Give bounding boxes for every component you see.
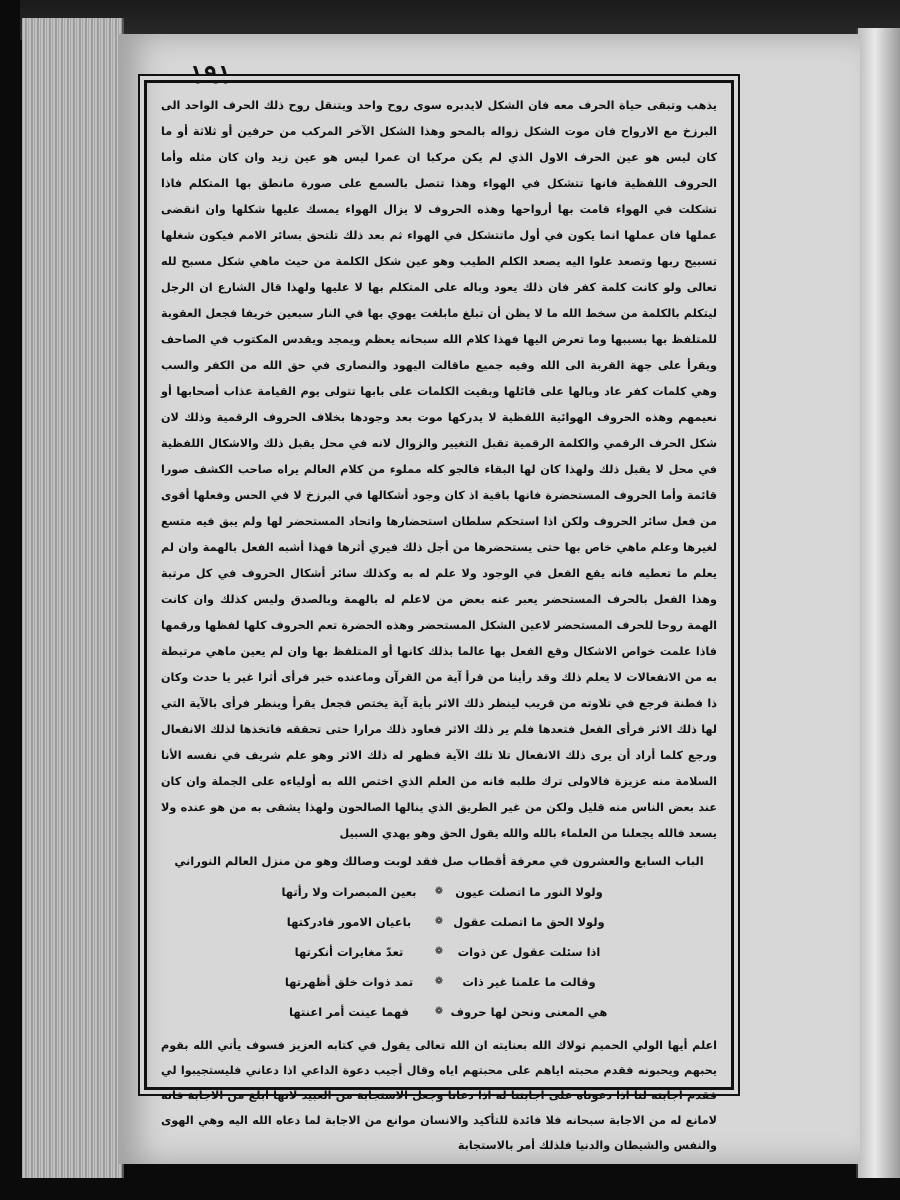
poem-verse — [161, 937, 717, 967]
verse-second-hemistich: باعيان الامور فادركتها — [286, 915, 412, 929]
poem — [161, 877, 717, 1027]
poem-verse — [161, 907, 717, 937]
page-stack-edge — [22, 18, 124, 1178]
verse-first-hemistich: ولولا الحق ما اتصلت عقول — [453, 915, 605, 929]
verse-first-hemistich: وقالت ما علمنا غير ذات — [462, 975, 596, 989]
verse-separator-icon: ❁ — [434, 886, 444, 897]
verse-separator-icon: ❁ — [434, 976, 444, 987]
verse-second-hemistich: فهما عينت أمر اعنتها — [289, 1005, 409, 1019]
body-text: يذهب وتبقى حياة الحرف معه فان الشكل لايدبره سوى روح واحد ويتنقل روح ذلك الحرف الواحد الى البرزخ مع الارواح فان موت الشكل زواله بالمحو وهذا الشكل الآخر المركب من حرفين أو ثلاثة أو ما كان ليس هو عين الحرف الاول الذي لم يكن مركبا ان عمرا ليس هو عين زيد وان كان مثله وأما الحروف اللفظية فانها تتشكل في الهواء وهذا تتصل بالسمع على صورة مانطق بها المتكلم فاذا تشكلت في الهواء قامت بها أرواحها وهذه الحروف لا يزال الهواء يمسك عليها شكلها وان انقضى عملها فان عملها انما يكون في أول ماتتشكل في الهواء ثم بعد ذلك تلتحق بسائر الامم فيكون شغلها تسبيح ربها وتصعد علوا اليه يصعد الكلم الطيب وهو عين شكل الكلمة من حيث ماهي شكل مسبح لله تعالى ولو كانت كلمة كفر فان ذلك يعود وباله على المتكلم بها لا عليها ولهذا قال الشارع ان الرجل ليتكلم بالكلمة من سخط الله ما لا يظن أن تبلغ مابلغت يهوي بها في النار سبعين خريفا فجعل العقوبة للمتلفظ بها بسببها وما تعرض اليها فهذا كلام الله سبحانه يعظم ويمجد ويقدس المكتوب في الصاحف ويقرأ على جهة القربة الى الله وفيه جميع ماقالت اليهود والنصارى في حق الله من الكفر والسب وهي كلمات كفر عاد وبالها على قائلها وبقيت الكلمات على بابها تتولى يوم القيامة عذاب أصحابها أو نعيمهم وهذه الحروف الهوائية اللفظية لا يدركها موت بعد وجودها بخلاف الحروف الرقمية وذلك لان شكل الحرف الرقمي والكلمة الرقمية تقبل التغيير والزوال لانه في محل يقبل ذلك والاشكال اللفظية في محل لا يقبل ذلك ولهذا كان لها البقاء فالجو كله مملوء من كلام العالم يراه صاحب الكشف صورا قائمة وأما الحروف المستحضرة فانها باقية اذ كان وجود أشكالها في البرزخ لا في الحس وفعلها أقوى من فعل سائر الحروف ولكن اذا استحكم سلطان استحضارها واتحاد المستحضر لها ولم يبق فيه متسع لغيرها وعلم ماهي خاص بها حتى يستحضرها من أجل ذلك فيري أثرها فهذا أشبه الفعل بالهمة وان لم يعلم ما تعطيه فانه يقع الفعل في الوجود ولا علم له به وكذلك سائر أشكال الحروف في كل مرتبة وهذا الفعل بالحرف المستحضر يعبر عنه بعض من لاعلم له بالهمة وبالصدق وليس كذلك وان كانت الهمة روحا للحرف المستحضر لاعين الشكل المستحضر وهذه الحضرة تعم الحروف كلها لفظها ورقمها فاذا علمت خواص الاشكال وقع الفعل بها عالما بذلك كانها أو المتلفظ بها وان لم يعين ماهي مرتبطة به من الانفعالات لا يعلم ذلك وقد رأينا من قرأ آية من القرآن وماعنده خبر فرأى أثرا غير يا حدث وكان ذا فطنة فرجع في تلاوته من قريب لينظر ذلك الاثر بأية آية يختص فجعل يقرأ وينظر فرأى بالآية التي لها ذلك الاثر فرأى الفعل فتعدها فلم ير ذلك الاثر فعاود ذلك مرارا حتى تحققه فاتخذها لذلك الانفعال ورجع كلما أراد أن يرى ذلك الانفعال تلا تلك الآية فظهر له ذلك الاثر وهو علم شريف في نفسه الأنا السلامة منه عزيزة فالاولى ترك طلبه فانه من العلم الذي اختص الله به أولياءه على الجملة وان كان عند بعض الناس منه قليل ولكن من غير الطريق الذي ينالها الصالحون ولهذا يشقى به من هو عنده ولا يسعد فالله يجعلنا من العلماء بالله والله يقول الحق وهو يهدي السبيل — [161, 99, 717, 840]
verse-first-hemistich: اذا سئلت عقول عن ذوات — [457, 945, 601, 959]
poem-verse — [161, 877, 717, 907]
verse-separator-icon: ❁ — [434, 946, 444, 957]
verse-second-hemistich: بعين المبصرات ولا رأتها — [281, 885, 417, 899]
verse-second-hemistich: تمد ذوات خلق أظهرتها — [284, 975, 414, 989]
page-number: ١٩١ — [190, 60, 232, 90]
right-page-edge — [856, 28, 900, 1178]
verse-separator-icon: ❁ — [434, 1006, 444, 1017]
poem-verse — [161, 967, 717, 997]
verse-first-hemistich: هي المعنى ونحن لها حروف — [450, 1005, 608, 1019]
closing-paragraph: اعلم أيها الولي الحميم تولاك الله بعنايته ان الله تعالى يقول في كتابه العزيز فسوف يأتي الله بقوم يحبهم ويحبونه فقدم محبته اياهم على محبتهم اياه وقال أجيب دعوة الداعي اذا دعاني فليستجيبوا لي فقدم اجابته لنا اذا دعوناه على اجابتنا له اذا دعانا وجعل الاستجابة من العبيد لانها أبلغ من الاجابة فانه لامانع له من الاجابة سبحانه فلا فائدة للتأكيد والانسان موانع من الاجابة لما دعاه الله اليه وهي الهوى والنفس والشيطان والدنيا فلذلك أمر بالاستجابة — [161, 1039, 717, 1152]
chapter-heading: الباب السابع والعشرون في معرفة أقطاب صل فقد لوبت وصالك وهو من منزل العالم النوراني — [174, 854, 704, 868]
text-frame — [144, 80, 734, 1152]
verse-second-hemistich: تعدّ مغايرات أنكرتها — [294, 945, 404, 959]
verse-first-hemistich: ولولا النور ما اتصلت عيون — [455, 885, 603, 899]
verse-separator-icon: ❁ — [434, 916, 444, 927]
poem-verse — [161, 997, 717, 1027]
